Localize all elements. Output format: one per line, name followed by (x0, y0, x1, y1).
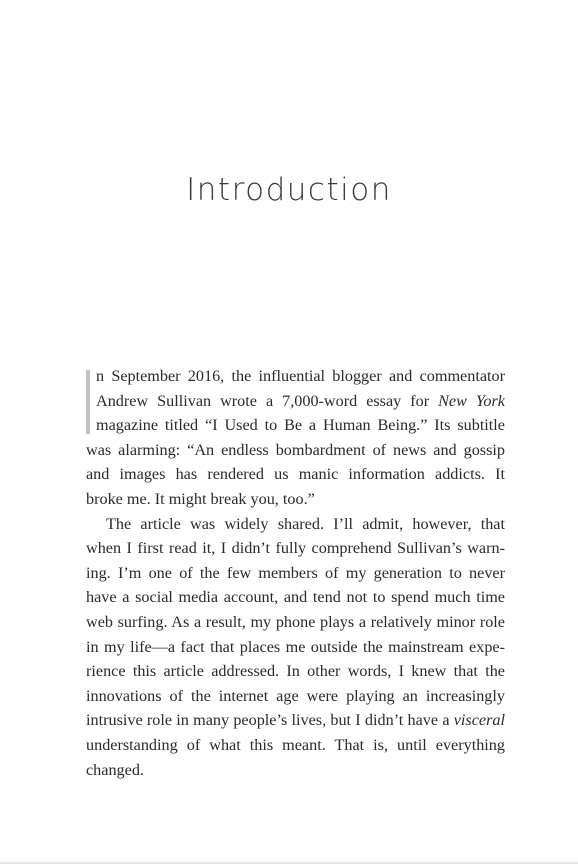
emphasized-word: visceral (453, 711, 505, 730)
text-line: in my life—a fact that places me outside the mainstream expe- (86, 637, 505, 656)
paragraph-2 (86, 512, 505, 783)
text-line (86, 708, 505, 733)
text-line: innovations of the internet age were playing an increasingly (86, 686, 505, 705)
text-segment: Andrew Sullivan wrote a 7,000-word essay for (96, 391, 439, 410)
text-line: broke me. It might break you, too.” (86, 489, 315, 508)
drop-cap-bar (86, 370, 90, 434)
text-line: have a social media account, and tend not to spend much time (86, 588, 505, 607)
text-line: was alarming: “An endless bombardment of news and gossip (86, 440, 505, 459)
text-line: n September 2016, the influential blogger and commentator (96, 367, 505, 385)
text-line: understanding of what this meant. That is, until everything (86, 735, 505, 754)
publication-name: New York (438, 391, 505, 410)
text-line: rience this article addressed. In other words, I knew that the (86, 662, 505, 681)
text-line: web surfing. As a result, my phone plays a relatively minor role (86, 612, 505, 631)
paragraph-1 (86, 364, 505, 512)
text-line: The article was widely shared. I’ll admit, however, that (106, 514, 505, 533)
text-line: and images has rendered us manic information addicts. It (86, 465, 505, 484)
text-line: changed. (86, 760, 144, 779)
text-line: magazine titled “I Used to Be a Human Being.” Its subtitle (96, 416, 505, 435)
chapter-title: Introduction (186, 172, 392, 208)
text-segment: intrusive role in many people’s lives, but I didn’t have a (86, 711, 454, 730)
text-line: when I first read it, I didn’t fully comprehend Sullivan’s warn- (86, 539, 505, 558)
body-text (86, 364, 505, 782)
text-line: ing. I’m one of the few members of my generation to never (86, 563, 505, 582)
text-line (86, 389, 505, 414)
